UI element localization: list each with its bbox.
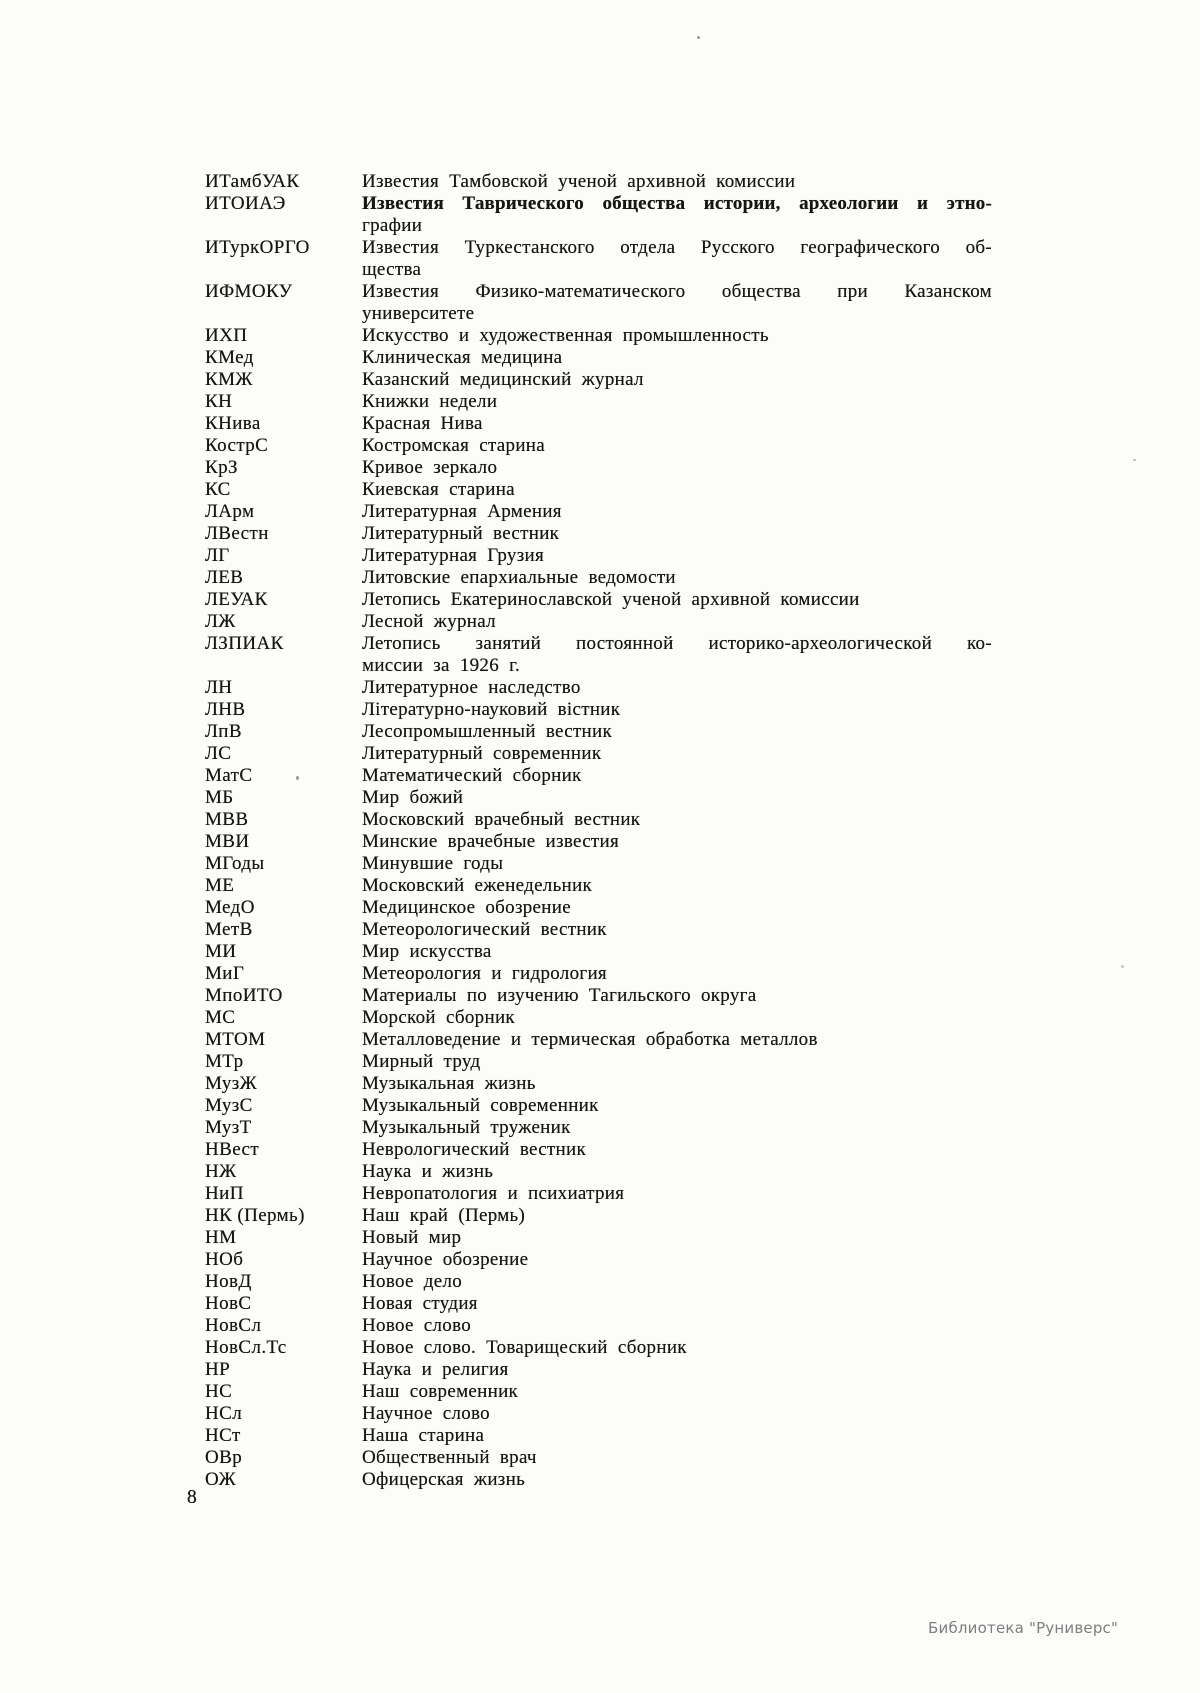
definition-line: Невропатология и психиатрия	[362, 1183, 625, 1204]
scan-speck	[1121, 965, 1124, 968]
page-number: 8	[187, 1487, 197, 1508]
abbreviation: МИ	[205, 941, 237, 962]
abbreviation: КС	[205, 479, 231, 500]
list-item	[205, 1381, 995, 1403]
abbreviation: НовС	[205, 1293, 252, 1314]
definition-line: Мир искусства	[362, 941, 492, 962]
list-item	[205, 193, 995, 237]
list-item	[205, 809, 995, 831]
definition	[362, 1095, 992, 1117]
definition	[362, 1139, 992, 1161]
abbreviation: ИТамбУАК	[205, 171, 300, 192]
definition-line: Лесной журнал	[362, 611, 496, 632]
definition	[362, 611, 992, 633]
definition-line: Материалы по изучению Тагильского округа	[362, 985, 757, 1006]
list-item	[205, 281, 995, 325]
abbreviation: ИТуркОРГО	[205, 237, 310, 258]
definition-line: щества	[362, 259, 422, 280]
abbreviation: НовД	[205, 1271, 252, 1292]
abbreviation: НВест	[205, 1139, 260, 1160]
definition-line: Литературный вестник	[362, 523, 560, 544]
definition-line: Летопись занятий постоянной историко-археологической ко-	[362, 633, 992, 654]
abbreviation: КострС	[205, 435, 269, 456]
list-item	[205, 1249, 995, 1271]
definition-line: Минские врачебные известия	[362, 831, 620, 852]
list-item	[205, 1117, 995, 1139]
definition	[362, 787, 992, 809]
definition-line: Казанский медицинский журнал	[362, 369, 644, 390]
definition-line: Літературно-науковий вістник	[362, 699, 621, 720]
definition-line: Новый мир	[362, 1227, 462, 1248]
scan-speck	[1133, 459, 1136, 461]
definition	[362, 1161, 992, 1183]
definition-line: Наш современник	[362, 1381, 519, 1402]
abbreviation: ОВр	[205, 1447, 243, 1468]
definition	[362, 1249, 992, 1271]
list-item	[205, 1337, 995, 1359]
abbreviation: КН	[205, 391, 233, 412]
abbreviation: НовСл.Тс	[205, 1337, 287, 1358]
definition-line: Известия Туркестанского отдела Русского географического об-	[362, 237, 992, 258]
definition-line: Минувшие годы	[362, 853, 504, 874]
definition	[362, 501, 992, 523]
definition-line: Искусство и художественная промышленность	[362, 325, 769, 346]
definition	[362, 1183, 992, 1205]
list-item	[205, 853, 995, 875]
definition-line: Морской сборник	[362, 1007, 515, 1028]
definition-line: Наука и жизнь	[362, 1161, 494, 1182]
definition-line: Музыкальный современник	[362, 1095, 599, 1116]
list-item	[205, 347, 995, 369]
abbreviation: ЛЕУАК	[205, 589, 268, 610]
definition	[362, 985, 992, 1007]
abbreviation: НК (Пермь)	[205, 1205, 305, 1226]
definition	[362, 193, 992, 237]
definition	[362, 391, 992, 413]
abbreviation: НЖ	[205, 1161, 237, 1182]
definition	[362, 1051, 992, 1073]
definition	[362, 1205, 992, 1227]
abbreviation: ЛНВ	[205, 699, 246, 720]
definition	[362, 413, 992, 435]
definition	[362, 567, 992, 589]
abbreviation: ИТОИАЭ	[205, 193, 286, 214]
definition	[362, 897, 992, 919]
scan-speck	[296, 776, 299, 780]
definition	[362, 435, 992, 457]
definition	[362, 875, 992, 897]
abbreviation-list	[205, 171, 995, 1491]
abbreviation: КМед	[205, 347, 254, 368]
abbreviation: МГоды	[205, 853, 265, 874]
definition-line: Новое слово	[362, 1315, 472, 1336]
abbreviation: МВВ	[205, 809, 249, 830]
definition	[362, 699, 992, 721]
definition	[362, 479, 992, 501]
list-item	[205, 545, 995, 567]
list-item	[205, 919, 995, 941]
definition-line: Известия Физико-математического общества при Казанском	[362, 281, 992, 302]
abbreviation: ЛВестн	[205, 523, 269, 544]
definition	[362, 743, 992, 765]
definition	[362, 1337, 992, 1359]
definition-line: Неврологический вестник	[362, 1139, 586, 1160]
definition-line: Кривое зеркало	[362, 457, 498, 478]
definition	[362, 1469, 992, 1491]
list-item	[205, 1051, 995, 1073]
list-item	[205, 479, 995, 501]
definition-line: Московский еженедельник	[362, 875, 593, 896]
definition	[362, 1029, 992, 1051]
definition	[362, 633, 992, 677]
list-item	[205, 1007, 995, 1029]
list-item	[205, 1161, 995, 1183]
definition-line: Наша старина	[362, 1425, 485, 1446]
definition-line: Медицинское обозрение	[362, 897, 571, 918]
abbreviation: НСт	[205, 1425, 241, 1446]
abbreviation: НСл	[205, 1403, 243, 1424]
list-item	[205, 171, 995, 193]
definition-line: Музыкальная жизнь	[362, 1073, 536, 1094]
list-item	[205, 1359, 995, 1381]
definition	[362, 171, 992, 193]
definition	[362, 369, 992, 391]
abbreviation: МузС	[205, 1095, 253, 1116]
definition	[362, 1293, 992, 1315]
list-item	[205, 391, 995, 413]
definition	[362, 1403, 992, 1425]
definition	[362, 853, 992, 875]
definition	[362, 1359, 992, 1381]
definition	[362, 325, 992, 347]
definition	[362, 1227, 992, 1249]
definition-line: Музыкальный труженик	[362, 1117, 571, 1138]
definition-line: Мир божий	[362, 787, 464, 808]
list-item	[205, 941, 995, 963]
definition	[362, 589, 992, 611]
list-item	[205, 435, 995, 457]
definition-line: Математический сборник	[362, 765, 582, 786]
definition-line: Лесопромышленный вестник	[362, 721, 613, 742]
definition	[362, 1381, 992, 1403]
definition-line: Научное обозрение	[362, 1249, 529, 1270]
definition	[362, 809, 992, 831]
definition	[362, 919, 992, 941]
definition-line: университете	[362, 303, 475, 324]
abbreviation: НС	[205, 1381, 233, 1402]
list-item	[205, 1425, 995, 1447]
definition-line: Летопись Екатеринославской ученой архивной комиссии	[362, 589, 860, 610]
abbreviation: ЛН	[205, 677, 233, 698]
abbreviation: МиГ	[205, 963, 245, 984]
definition	[362, 1447, 992, 1469]
abbreviation: ИХП	[205, 325, 248, 346]
list-item	[205, 897, 995, 919]
list-item	[205, 1469, 995, 1491]
abbreviation: КНива	[205, 413, 261, 434]
definition-line: Московский врачебный вестник	[362, 809, 641, 830]
list-item	[205, 1205, 995, 1227]
list-item	[205, 1403, 995, 1425]
definition	[362, 237, 992, 281]
abbreviation: НОб	[205, 1249, 244, 1270]
definition-line: Литературная Армения	[362, 501, 562, 522]
definition-line: Научное слово	[362, 1403, 490, 1424]
definition-line: Литературное наследство	[362, 677, 581, 698]
abbreviation: ЛГ	[205, 545, 230, 566]
definition	[362, 281, 992, 325]
definition	[362, 545, 992, 567]
list-item	[205, 1227, 995, 1249]
abbreviation: ЛпВ	[205, 721, 242, 742]
list-item	[205, 633, 995, 677]
definition	[362, 677, 992, 699]
definition-line: Книжки недели	[362, 391, 498, 412]
list-item	[205, 237, 995, 281]
list-item	[205, 1315, 995, 1337]
definition	[362, 1007, 992, 1029]
list-item	[205, 1139, 995, 1161]
definition-line: Известия Таврического общества истории, археологии и этно-	[362, 193, 992, 214]
definition	[362, 1425, 992, 1447]
definition	[362, 963, 992, 985]
definition-line: Красная Нива	[362, 413, 483, 434]
list-item	[205, 1183, 995, 1205]
definition	[362, 721, 992, 743]
abbreviation: ЛС	[205, 743, 232, 764]
list-item	[205, 985, 995, 1007]
abbreviation: ЛЖ	[205, 611, 236, 632]
definition-line: Известия Тамбовской ученой архивной комиссии	[362, 171, 796, 192]
list-item	[205, 325, 995, 347]
list-item	[205, 457, 995, 479]
scan-speck	[697, 36, 700, 39]
list-item	[205, 743, 995, 765]
list-item	[205, 699, 995, 721]
abbreviation: МатС	[205, 765, 253, 786]
definition-line: графии	[362, 215, 423, 236]
abbreviation: МедО	[205, 897, 255, 918]
definition-line: Мирный труд	[362, 1051, 481, 1072]
list-item	[205, 567, 995, 589]
list-item	[205, 721, 995, 743]
definition	[362, 457, 992, 479]
library-watermark: Библиотека "Руниверс"	[928, 1619, 1119, 1637]
abbreviation: НиП	[205, 1183, 244, 1204]
list-item	[205, 1271, 995, 1293]
abbreviation: НР	[205, 1359, 231, 1380]
definition	[362, 347, 992, 369]
list-item	[205, 875, 995, 897]
list-item	[205, 501, 995, 523]
abbreviation: ЛЕВ	[205, 567, 244, 588]
definition-line: Наука и религия	[362, 1359, 509, 1380]
abbreviation: МТр	[205, 1051, 244, 1072]
abbreviation: ЛАрм	[205, 501, 255, 522]
definition-line: Металловедение и термическая обработка металлов	[362, 1029, 818, 1050]
definition-line: Новая студия	[362, 1293, 478, 1314]
definition-line: Метеорология и гидрология	[362, 963, 607, 984]
definition-line: Новое дело	[362, 1271, 463, 1292]
definition	[362, 1271, 992, 1293]
definition-line: Литературная Грузия	[362, 545, 545, 566]
list-item	[205, 1073, 995, 1095]
abbreviation: МС	[205, 1007, 236, 1028]
abbreviation: КМЖ	[205, 369, 253, 390]
definition-line: Общественный врач	[362, 1447, 537, 1468]
definition-line: Новое слово. Товарищеский сборник	[362, 1337, 687, 1358]
abbreviation: ИФМОКУ	[205, 281, 293, 302]
abbreviation: МБ	[205, 787, 234, 808]
definition	[362, 831, 992, 853]
list-item	[205, 611, 995, 633]
definition-line: Литературный современник	[362, 743, 602, 764]
list-item	[205, 589, 995, 611]
definition	[362, 1073, 992, 1095]
list-item	[205, 1293, 995, 1315]
definition	[362, 1315, 992, 1337]
abbreviation: МузТ	[205, 1117, 252, 1138]
definition	[362, 1117, 992, 1139]
list-item	[205, 787, 995, 809]
definition	[362, 765, 992, 787]
list-item	[205, 963, 995, 985]
abbreviation: МЕ	[205, 875, 235, 896]
definition	[362, 523, 992, 545]
list-item	[205, 413, 995, 435]
abbreviation: НовСл	[205, 1315, 262, 1336]
definition-line: Киевская старина	[362, 479, 515, 500]
abbreviation: ЛЗПИАК	[205, 633, 284, 654]
list-item	[205, 677, 995, 699]
definition-line: Костромская старина	[362, 435, 545, 456]
list-item	[205, 369, 995, 391]
abbreviation: МетВ	[205, 919, 253, 940]
definition-line: Наш край (Пермь)	[362, 1205, 526, 1226]
abbreviation: НМ	[205, 1227, 237, 1248]
definition-line: Офицерская жизнь	[362, 1469, 526, 1490]
list-item	[205, 1447, 995, 1469]
list-item	[205, 831, 995, 853]
abbreviation: МпоИТО	[205, 985, 283, 1006]
list-item	[205, 1095, 995, 1117]
abbreviation: КрЗ	[205, 457, 238, 478]
definition-line: Клиническая медицина	[362, 347, 563, 368]
definition-line: Литовские епархиальные ведомости	[362, 567, 676, 588]
list-item	[205, 523, 995, 545]
definition	[362, 941, 992, 963]
definition-line: миссии за 1926 г.	[362, 655, 521, 676]
abbreviation: ОЖ	[205, 1469, 237, 1490]
list-item	[205, 765, 995, 787]
definition-line: Метеорологический вестник	[362, 919, 607, 940]
abbreviation: МузЖ	[205, 1073, 258, 1094]
abbreviation: МТОМ	[205, 1029, 266, 1050]
abbreviation: МВИ	[205, 831, 250, 852]
list-item	[205, 1029, 995, 1051]
